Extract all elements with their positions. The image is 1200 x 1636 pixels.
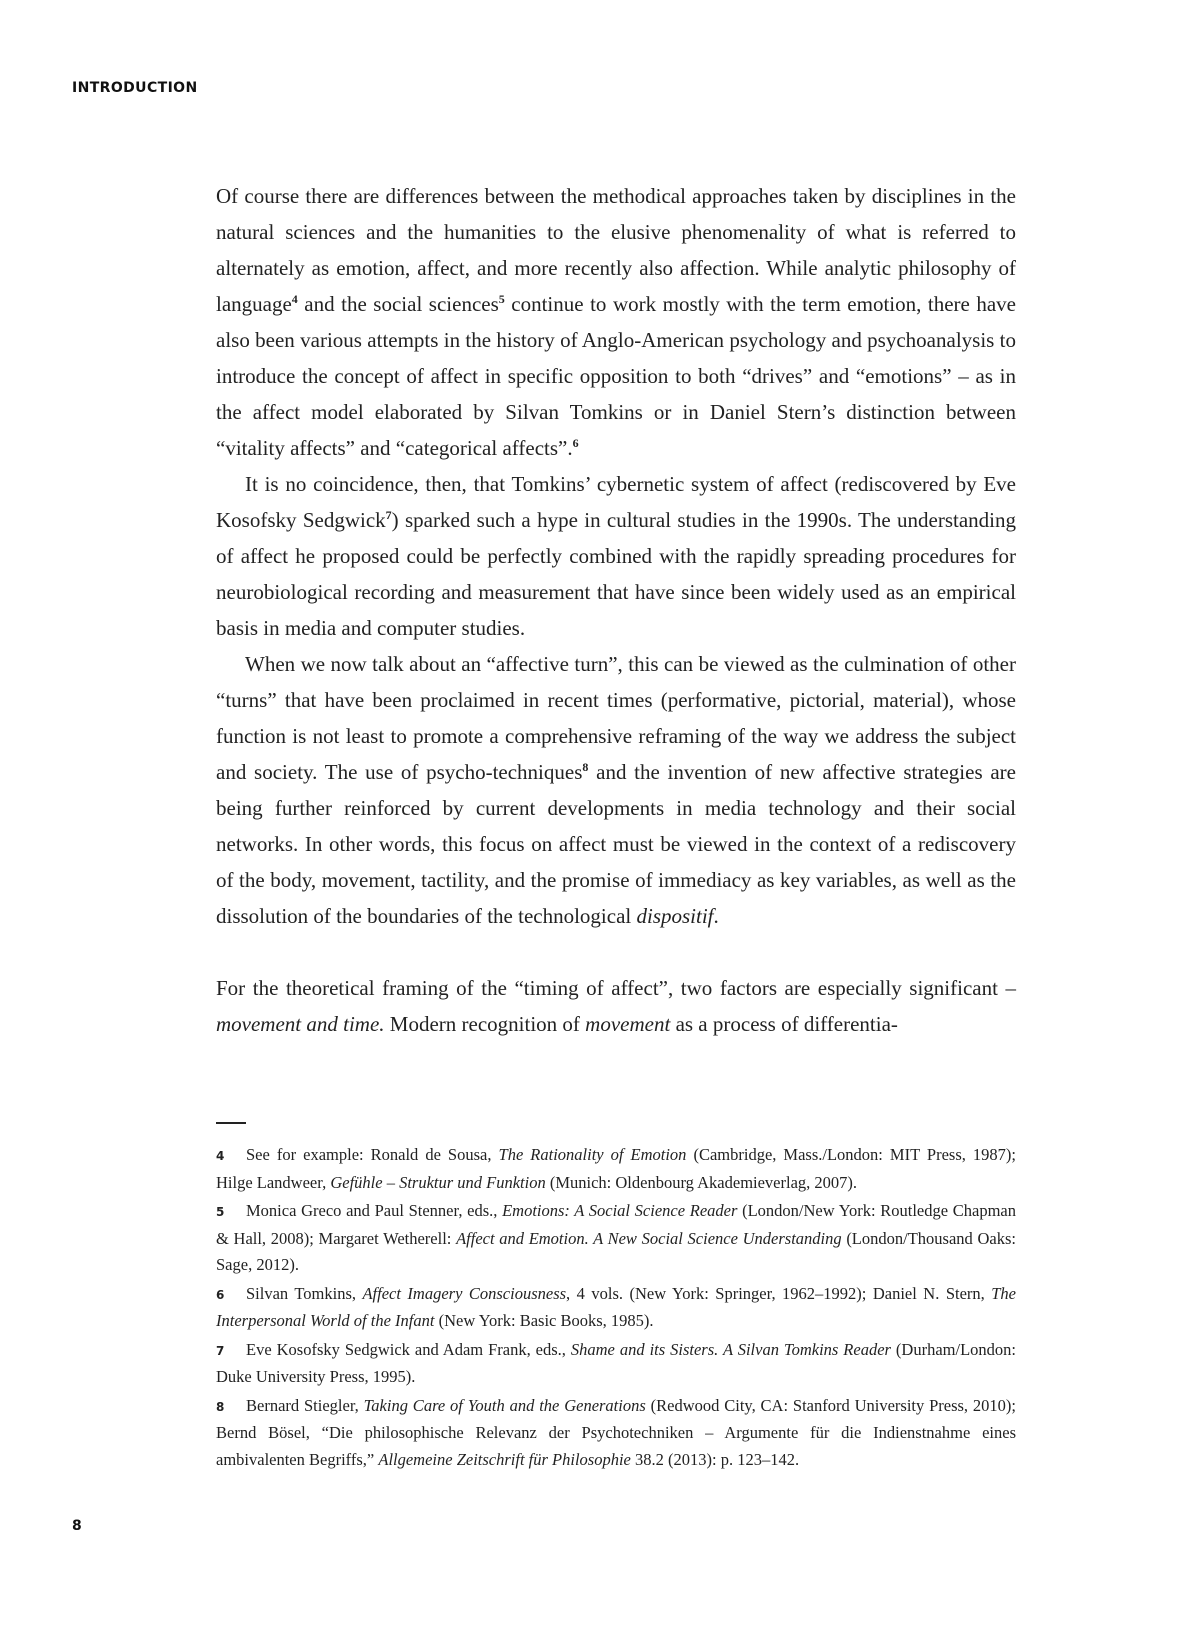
text-run: and the social sciences xyxy=(297,292,499,316)
italic-run: dispositif xyxy=(636,904,714,928)
paragraph xyxy=(216,178,1016,466)
text-run: Eve Kosofsky Sedgwick and Adam Frank, eds., xyxy=(246,1339,571,1359)
page-number: 8 xyxy=(72,1518,82,1534)
italic-run: movement and time. xyxy=(216,1012,385,1036)
italic-run: movement xyxy=(585,1012,671,1036)
paragraph xyxy=(216,466,1016,646)
text-run: (Redwood City, CA: Stanford University Press, 2010); Bernd Bösel, “Die philosophische Relevanz der Psychotechniken – Argumente für die Indienstnahme eines ambivalenten Begriffs,” xyxy=(216,1395,1016,1469)
text-run: 38.2 (2013): p. 123–142. xyxy=(630,1449,800,1469)
italic-run: Gefühle – Struktur und Funktion xyxy=(330,1172,546,1192)
italic-run: Taking Care of Youth and the Generations xyxy=(363,1395,646,1415)
running-head: INTRODUCTION xyxy=(72,80,198,96)
footnote-number: 7 xyxy=(216,1343,225,1358)
footnote-ref: 7 xyxy=(385,508,392,522)
text-run: (London/Thousand Oaks: Sage, 2012). xyxy=(216,1228,1016,1274)
text-run: Monica Greco and Paul Stenner, eds., xyxy=(246,1201,503,1220)
body-text xyxy=(216,178,1016,1042)
italic-run: Affect Imagery Consciousness xyxy=(362,1283,567,1303)
text-run: (Cambridge, Mass./London: MIT Press, 1987); Hilge Landweer, xyxy=(216,1145,1016,1192)
paragraph xyxy=(216,970,1016,1042)
text-run: Modern recognition of xyxy=(384,1012,586,1036)
italic-run: The Interpersonal World of the Infant xyxy=(216,1283,1016,1330)
text-run: See for example: Ronald de Sousa, xyxy=(246,1145,499,1164)
footnote xyxy=(216,1393,1016,1474)
italic-run: Affect and Emotion. A New Social Science Understanding xyxy=(456,1228,842,1248)
footnote-number: 4 xyxy=(216,1149,225,1163)
text-run: When we now talk about an “affective turn”, this can be viewed as the culmination of other “turns” that have been proclaimed in recent times (performative, pictorial, material), whose function is not least to promote a comprehensive reframing of the way we address the subject and society. The use of psycho-techniques xyxy=(216,652,1016,784)
italic-run: Emotions: A Social Science Reader xyxy=(502,1201,738,1220)
text-run: continue to work mostly with the term emotion, there have also been various attempts in the history of Anglo-American psychology and psychoanalysis to introduce the concept of affect in specific opposition to both “drives” and “emotions” – as in the affect model elaborated by Silvan Tomkins or in Daniel Stern’s distinction between “vitality affects” and “categorical affects”. xyxy=(216,292,1017,460)
text-run: For the theoretical framing of the “timing of affect”, two factors are especially significant – xyxy=(216,976,1016,1000)
italic-run: Shame and its Sisters. A Silvan Tomkins Reader xyxy=(570,1339,891,1359)
text-run: (London/New York: Routledge Chapman & Hall, 2008); Margaret Wetherell: xyxy=(216,1201,1016,1248)
text-run: ) sparked such a hype in cultural studies in the 1990s. The understanding of affect he proposed could be perfectly combined with the rapidly spreading procedures for neurobiological recording and measurement that have since been widely used as an empirical basis in media and computer studies. xyxy=(216,508,1016,640)
footnotes xyxy=(216,1142,1016,1475)
footnote-ref: 4 xyxy=(291,292,298,306)
footnote-ref: 8 xyxy=(582,760,589,774)
footnote-ref: 5 xyxy=(498,292,505,306)
footnote-rule xyxy=(216,1122,246,1124)
text-run: Of course there are differences between the methodical approaches taken by disciplines in the natural sciences and the humanities to the elusive phenomenality of what is referred to alternately as emotion, affect, and more recently also affection. While analytic philosophy of language xyxy=(216,184,1016,316)
text-run: It is no coincidence, then, that Tomkins’ cybernetic system of affect (rediscovered by Eve Kosofsky Sedgwick xyxy=(216,472,1016,532)
paragraph xyxy=(216,646,1016,934)
footnote-number: 8 xyxy=(216,1399,225,1414)
footnote xyxy=(216,1198,1016,1279)
footnote-number: 5 xyxy=(216,1205,225,1219)
text-run: (Durham/London: Duke University Press, 1995). xyxy=(216,1339,1016,1386)
footnote-ref: 6 xyxy=(572,436,579,450)
text-run: Bernard Stiegler, xyxy=(246,1395,364,1415)
italic-run: Allgemeine Zeitschrift für Philosophie xyxy=(378,1449,631,1469)
footnote-number: 6 xyxy=(216,1287,225,1302)
footnote xyxy=(216,1281,1016,1335)
text-run: as a process of differentia- xyxy=(670,1012,898,1036)
footnote xyxy=(216,1337,1016,1391)
text-run: Silvan Tomkins, xyxy=(246,1283,363,1303)
footnote xyxy=(216,1142,1016,1196)
text-run: (Munich: Oldenbourg Akademieverlag, 2007). xyxy=(545,1172,858,1192)
text-run: . xyxy=(713,904,719,928)
italic-run: The Rationality of Emotion xyxy=(498,1145,687,1164)
text-run: , 4 vols. (New York: Springer, 1962–1992); Daniel N. Stern, xyxy=(566,1283,992,1303)
text-run: and the invention of new affective strategies are being further reinforced by current developments in media technology and their social networks. In other words, this focus on affect must be viewed in the context of a rediscovery of the body, movement, tactility, and the promise of immediacy as key variables, as well as the dissolution of the boundaries of the technological xyxy=(216,760,1016,928)
text-run: (New York: Basic Books, 1985). xyxy=(434,1311,654,1330)
